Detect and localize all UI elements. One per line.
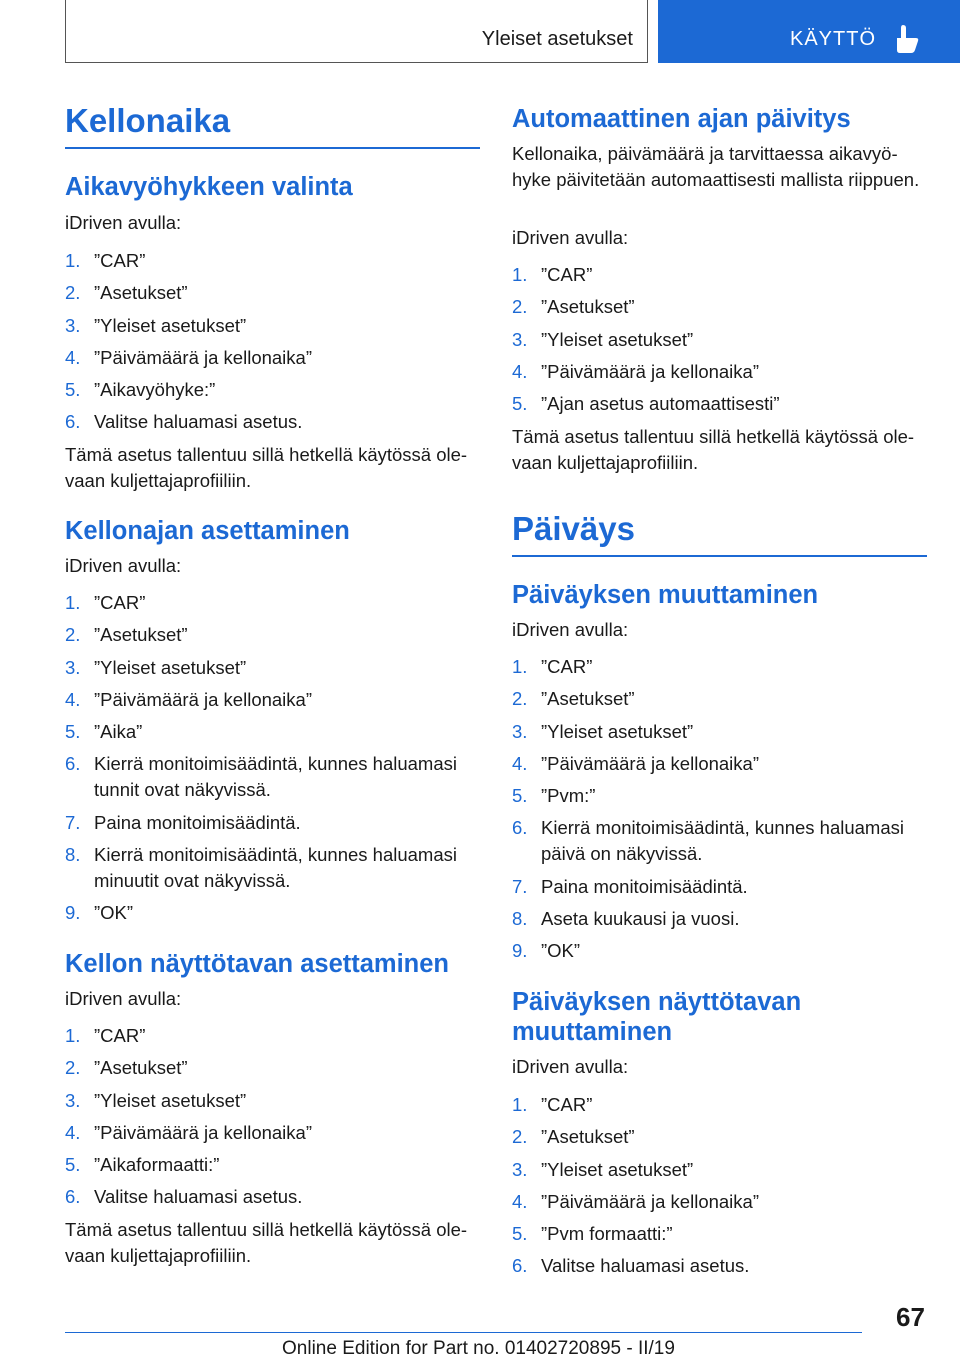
step-text: ”Asetukset” <box>541 1126 635 1148</box>
step-number: 5. <box>65 379 81 401</box>
step-text: ”Yleiset asetukset” <box>541 1158 694 1180</box>
step-number: 7. <box>65 811 81 833</box>
step-number: 2. <box>512 296 528 318</box>
step-number: 8. <box>65 844 81 866</box>
step-text: ”CAR” <box>541 656 593 677</box>
step-text: Aseta kuukausi ja vuosi. <box>541 908 740 930</box>
list-item <box>65 377 480 403</box>
step-number: 9. <box>65 902 81 924</box>
list-item <box>512 654 927 680</box>
list-item <box>65 1055 480 1081</box>
footer-edition-text: Online Edition for Part no. 01402720895 - II/19 <box>282 1338 675 1359</box>
pointing-hand-icon <box>892 24 920 54</box>
chapter-title: KÄYTTÖ <box>790 28 877 50</box>
list-item <box>512 783 927 809</box>
step-text: ”OK” <box>541 940 581 962</box>
step-number: 2. <box>65 624 81 646</box>
list-item <box>65 1120 480 1146</box>
step-number: 4. <box>512 752 528 774</box>
steps-list <box>65 248 480 442</box>
intro-text: iDriven avulla: <box>65 555 182 576</box>
step-text: ”CAR” <box>94 1025 146 1046</box>
heading-date-format: Päiväyksen näyttötavan muuttaminen <box>512 988 802 1046</box>
list-item <box>512 294 927 320</box>
footer-divider <box>65 1332 862 1333</box>
step-number: 3. <box>512 720 528 742</box>
step-text: Kierrä monitoimisäädintä, kunnes haluamasi tunnit ovat näkyvissä. <box>94 753 457 801</box>
step-number: 5. <box>512 393 528 415</box>
step-number: 6. <box>65 1186 81 1208</box>
section-title-kellonaika: Kellonaika <box>65 103 480 149</box>
note-text: Tämä asetus tallentuu sillä hetkellä käytössä olevaan kuljettajaprofiiliin. <box>65 444 468 491</box>
step-text: ”Asetukset” <box>94 1057 188 1079</box>
step-text: Valitse haluamasi asetus. <box>94 411 303 433</box>
step-number: 3. <box>512 1158 528 1180</box>
list-item <box>512 391 927 417</box>
list-item <box>512 327 927 353</box>
heading-auto-time: Automaattinen ajan päivitys <box>512 105 851 133</box>
step-text: ”Aikaformaatti:” <box>94 1154 220 1176</box>
step-number: 4. <box>65 346 81 368</box>
step-number: 2. <box>512 1126 528 1148</box>
heading-set-time: Kellonajan asettaminen <box>65 517 350 545</box>
step-text: ”Päivämäärä ja kellonaika” <box>541 1190 759 1212</box>
step-text: ”Yleiset asetukset” <box>94 1089 247 1111</box>
list-item <box>512 359 927 385</box>
step-text: ”Yleiset asetukset” <box>541 720 694 742</box>
heading-timezone: Aikavyöhykkeen valinta <box>65 173 353 201</box>
list-item <box>65 1023 480 1049</box>
steps-list <box>512 1092 927 1286</box>
list-item <box>65 409 480 435</box>
list-item <box>65 622 480 648</box>
step-number: 5. <box>512 785 528 807</box>
step-text: ”Asetukset” <box>541 688 635 710</box>
header-section-box <box>65 0 648 63</box>
note-text: Tämä asetus tallentuu sillä hetkellä käytössä olevaan kuljettajaprofiiliin. <box>512 426 915 473</box>
step-text: ”Ajan asetus automaattisesti” <box>541 393 780 415</box>
step-text: ”Päivämäärä ja kellonaika” <box>541 752 759 774</box>
steps-list <box>65 1023 480 1217</box>
step-text: Valitse haluamasi asetus. <box>94 1186 303 1208</box>
list-item <box>65 687 480 713</box>
steps-list <box>512 654 927 971</box>
list-item <box>65 751 480 803</box>
step-number: 1. <box>65 250 81 271</box>
steps-list <box>65 590 480 933</box>
list-item <box>65 1088 480 1114</box>
step-number: 1. <box>512 656 528 677</box>
header-section-title: Yleiset asetukset <box>481 28 633 50</box>
list-item <box>65 345 480 371</box>
list-item <box>65 1184 480 1210</box>
chapter-tab <box>658 0 960 63</box>
step-number: 6. <box>65 411 81 433</box>
step-text: ”Päivämäärä ja kellonaika” <box>94 688 312 710</box>
list-item <box>65 842 480 894</box>
list-item <box>65 655 480 681</box>
step-number: 1. <box>512 264 528 285</box>
list-item <box>512 1092 927 1118</box>
step-text: ”Pvm formaatti:” <box>541 1223 673 1245</box>
list-item <box>512 1124 927 1150</box>
step-number: 2. <box>65 282 81 304</box>
list-item <box>65 280 480 306</box>
step-number: 5. <box>512 1223 528 1245</box>
step-text: ”Pvm:” <box>541 785 596 807</box>
list-item <box>512 751 927 777</box>
step-text: ”Yleiset asetukset” <box>541 328 694 350</box>
list-item <box>512 686 927 712</box>
list-item <box>512 1157 927 1183</box>
step-text: Kierrä monitoimisäädintä, kunnes haluamasi minuutit ovat näkyvissä. <box>94 844 457 892</box>
list-item <box>512 874 927 900</box>
step-number: 3. <box>512 328 528 350</box>
list-item <box>65 1152 480 1178</box>
step-text: ”Päivämäärä ja kellonaika” <box>541 360 759 382</box>
step-text: ”Aikavyöhyke:” <box>94 379 216 401</box>
step-text: ”OK” <box>94 902 134 924</box>
step-text: ”CAR” <box>541 1094 593 1115</box>
steps-list <box>512 262 927 423</box>
list-item <box>65 313 480 339</box>
step-text: ”Asetukset” <box>94 624 188 646</box>
list-item <box>512 906 927 932</box>
step-number: 2. <box>65 1057 81 1079</box>
list-item <box>65 590 480 616</box>
step-number: 9. <box>512 940 528 962</box>
step-number: 7. <box>512 875 528 897</box>
heading-clock-format: Kellon näyttötavan asettaminen <box>65 950 450 978</box>
step-text: ”CAR” <box>541 264 593 285</box>
step-text: ”Aika” <box>94 721 143 743</box>
list-item <box>512 719 927 745</box>
list-item <box>65 900 480 926</box>
intro-text: iDriven avulla: <box>512 227 629 248</box>
step-text: ”Päivämäärä ja kellonaika” <box>94 346 312 368</box>
step-text: ”Päivämäärä ja kellonaika” <box>94 1121 312 1143</box>
intro-text: iDriven avulla: <box>512 1056 629 1077</box>
list-item <box>512 262 927 288</box>
step-number: 1. <box>65 592 81 613</box>
step-number: 3. <box>65 656 81 678</box>
intro-text: iDriven avulla: <box>65 988 182 1009</box>
page-number: 67 <box>896 1302 925 1332</box>
step-number: 5. <box>65 721 81 743</box>
step-number: 2. <box>512 688 528 710</box>
step-number: 6. <box>65 753 81 775</box>
step-text: ”Asetukset” <box>94 282 188 304</box>
list-item <box>512 1221 927 1247</box>
step-number: 1. <box>512 1094 528 1115</box>
list-item <box>512 938 927 964</box>
step-number: 4. <box>512 1190 528 1212</box>
list-item <box>65 719 480 745</box>
step-text: Paina monitoimisäädintä. <box>541 875 748 897</box>
step-number: 3. <box>65 1089 81 1111</box>
list-item <box>65 248 480 274</box>
step-text: Valitse haluamasi asetus. <box>541 1255 750 1277</box>
step-number: 3. <box>65 314 81 336</box>
step-text: ”CAR” <box>94 250 146 271</box>
step-text: ”Yleiset asetukset” <box>94 314 247 336</box>
intro-text: iDriven avulla: <box>65 212 182 233</box>
step-number: 5. <box>65 1154 81 1176</box>
step-number: 4. <box>65 1121 81 1143</box>
step-number: 4. <box>65 688 81 710</box>
description-text: Kellonaika, päivämäärä ja tarvittaessa aikavyöhyke päivitetään automaattisesti mallista riippuen. <box>512 143 920 190</box>
list-item <box>512 815 927 867</box>
list-item <box>512 1253 927 1279</box>
heading-change-date: Päiväyksen muuttaminen <box>512 581 819 609</box>
note-text: Tämä asetus tallentuu sillä hetkellä käytössä olevaan kuljettajaprofiiliin. <box>65 1219 468 1266</box>
step-text: ”Yleiset asetukset” <box>94 656 247 678</box>
list-item <box>65 810 480 836</box>
step-number: 6. <box>512 817 528 839</box>
step-number: 8. <box>512 908 528 930</box>
list-item <box>512 1189 927 1215</box>
step-text: Kierrä monitoimisäädintä, kunnes haluamasi päivä on näkyvissä. <box>541 817 904 865</box>
section-title-paivays: Päiväys <box>512 511 927 557</box>
step-text: Paina monitoimisäädintä. <box>94 811 301 833</box>
step-number: 4. <box>512 360 528 382</box>
intro-text: iDriven avulla: <box>512 619 629 640</box>
step-text: ”Asetukset” <box>541 296 635 318</box>
step-number: 6. <box>512 1255 528 1277</box>
step-number: 1. <box>65 1025 81 1046</box>
step-text: ”CAR” <box>94 592 146 613</box>
